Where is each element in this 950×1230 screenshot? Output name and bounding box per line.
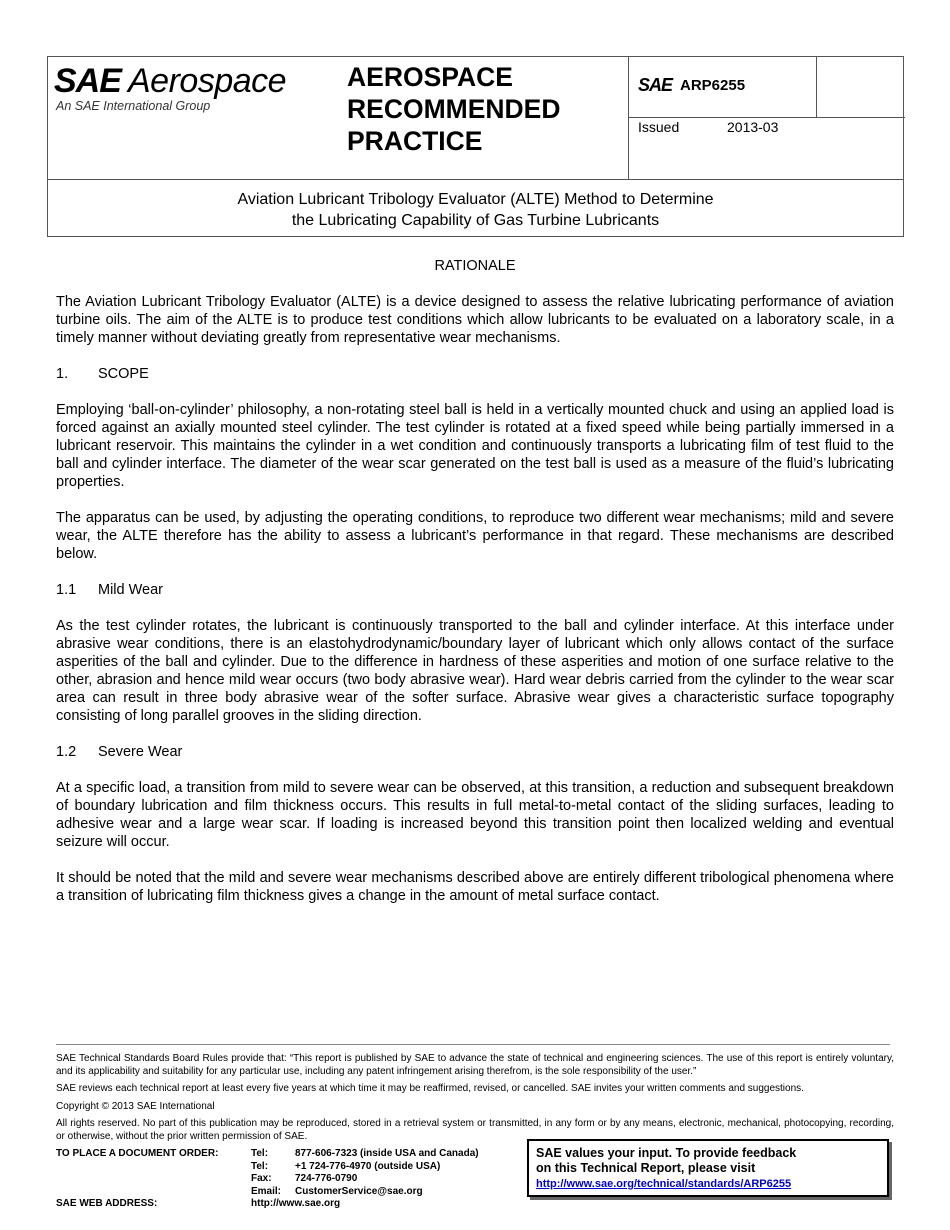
contact-row: Tel: +1 724-776-4970 (outside USA) (251, 1160, 441, 1172)
rationale-paragraph: The Aviation Lubricant Tribology Evaluator (ALTE) is a device designed to assess the relative lubricating performance of aviation turbine oils. The aim of the ALTE is to produce test conditions which allow lubricants to be evaluated on a laboratory scale, in a timely manner without deviating greatly from representative wear mechanisms. (56, 294, 894, 346)
section-title: SCOPE (98, 366, 149, 382)
order-label: TO PLACE A DOCUMENT ORDER: (56, 1148, 219, 1159)
footer-notes (56, 1053, 894, 1148)
mild-wear-paragraph: As the test cylinder rotates, the lubricant is continuously transported to the ball and cylinder interface. At this interface under abrasive wear conditions, there is an elastohydrodynamic/boundary layer of lubricant which only allows contact of the surface asperities of the ball and cylinder. Due to the difference in hardness of these asperities and motion of one surface relative to the other, abrasion and hence mild wear occurs (two body abrasive wear). Hard wear debris carried from the cylinder to the wear scar area can result in three body abrasive wear of the softer surface. Abrasive wear gives a characteristic surface topography consisting of long parallel grooves in the sliding direction. (56, 618, 894, 724)
sae-aerospace-logo (54, 61, 324, 121)
scope-paragraph: Employing ‘ball-on-cylinder’ philosophy, a non-rotating steel ball is held in a vertically mounted chuck and using an applied load is forced against an axially mounted steel cylinder. The test cylinder is rotated at a fixed speed while being partially immersed in a lubricant reservoir. This maintains the cylinder in a wet condition and continuously transports a lubricating film of test fluid to the ball and cylinder interface. The diameter of the wear scar generated on the test ball is used as a measure of the fluid’s lubricating properties. (56, 402, 894, 490)
severe-wear-paragraph: It should be noted that the mild and severe wear mechanisms described above are entirely different tribological phenomena where a transition of lubricating film thickness gives a change in the amount of metal surface contact. (56, 870, 894, 904)
email-address: CustomerService@sae.org (295, 1185, 423, 1197)
contact-row: Fax: 724-776-0790 (251, 1173, 358, 1184)
doc-type-line: PRACTICE (347, 126, 483, 156)
review-notice: SAE reviews each technical report at least every five years at which time it may be reaffirmed, revised, or cancelled. SAE invites your written comments and suggestions. (56, 1083, 804, 1094)
feedback-text: SAE values your input. To provide feedback (536, 1146, 797, 1160)
document-type (347, 61, 627, 157)
scope-heading (56, 365, 894, 383)
rationale-heading: RATIONALE (434, 258, 516, 274)
section-title: Severe Wear (98, 744, 183, 760)
header-top-row (48, 57, 903, 180)
web-label: SAE WEB ADDRESS: (56, 1198, 158, 1209)
footer-rule (56, 1044, 890, 1045)
web-address[interactable]: http://www.sae.org (251, 1198, 341, 1209)
doc-type-line: AEROSPACE (347, 62, 513, 92)
document-body (56, 257, 894, 905)
title-line: the Lubricating Capability of Gas Turbine Lubricants (291, 212, 660, 229)
sae-mini-logo: SAE (638, 75, 673, 95)
doc-type-line: RECOMMENDED (347, 94, 561, 124)
scope-paragraph: The apparatus can be used, by adjusting the operating conditions, to reproduce two different wear mechanisms; mild and severe wear, the ALTE therefore has the ability to assess a lubricant’s performance in that regard. These mechanisms are described below. (56, 510, 894, 562)
contact-row: Email: CustomerService@sae.org (251, 1185, 423, 1197)
phone-number: +1 724-776-4970 (outside USA) (295, 1160, 441, 1172)
rights-notice: All rights reserved. No part of this publication may be reproduced, stored in a retrieval system or transmitted, in any form or by any means, electronic, mechanical, photocopying, recording, or otherwise, without the prior written permission of SAE. (56, 1118, 894, 1142)
issued-date: 2013-03 (727, 119, 779, 135)
phone-number: 877-606-7323 (inside USA and Canada) (295, 1148, 479, 1159)
document-title (48, 189, 903, 231)
feedback-link[interactable]: http://www.sae.org/technical/standards/ARP6255 (536, 1178, 792, 1190)
severe-wear-paragraph: At a specific load, a transition from mild to severe wear can be observed, at this transition, a reduction and subsequent breakdown of boundary lubrication and film thickness occurs. This results in full metal-to-metal contact of the sliding surfaces, leading to adhesive wear and a large wear scar. If loading is increased beyond this transition point then localized welding and eventual seizure will occur. (56, 780, 894, 850)
logo-sae-mark: SAE (54, 62, 121, 100)
copyright: Copyright © 2013 SAE International (56, 1100, 215, 1112)
logo-subtitle: An SAE International Group (56, 99, 211, 113)
divider (628, 117, 905, 118)
logo-aerospace-word: Aerospace (128, 62, 287, 100)
divider (628, 57, 629, 179)
contact-row: Tel: 877-606-7323 (inside USA and Canada) (251, 1148, 479, 1159)
document-number-value: ARP6255 (680, 77, 746, 94)
feedback-text: on this Technical Report, please visit (536, 1161, 756, 1175)
divider (816, 57, 817, 117)
contact-list (251, 1148, 479, 1198)
standards-board-rules: SAE Technical Standards Board Rules provide that: “This report is published by SAE to advance the state of technical and engineering sciences. The use of this report is entirely voluntary, and its applicability and suitability for any particular use, including any patent infringement arising therefrom, is the sole responsibility of the user.” (56, 1053, 894, 1077)
feedback-box (527, 1139, 889, 1197)
title-line: Aviation Lubricant Tribology Evaluator (ALTE) Method to Determine (237, 191, 714, 208)
section-number: 1.1 (56, 582, 77, 598)
severe-wear-heading (56, 743, 894, 761)
section-number: 1.2 (56, 744, 77, 760)
document-header (47, 56, 904, 237)
issued-label: Issued (638, 119, 680, 135)
section-title: Mild Wear (98, 582, 163, 598)
section-number: 1. (56, 366, 69, 382)
mild-wear-heading (56, 581, 894, 599)
document-number (638, 75, 745, 96)
fax-number: 724-776-0790 (295, 1173, 358, 1184)
